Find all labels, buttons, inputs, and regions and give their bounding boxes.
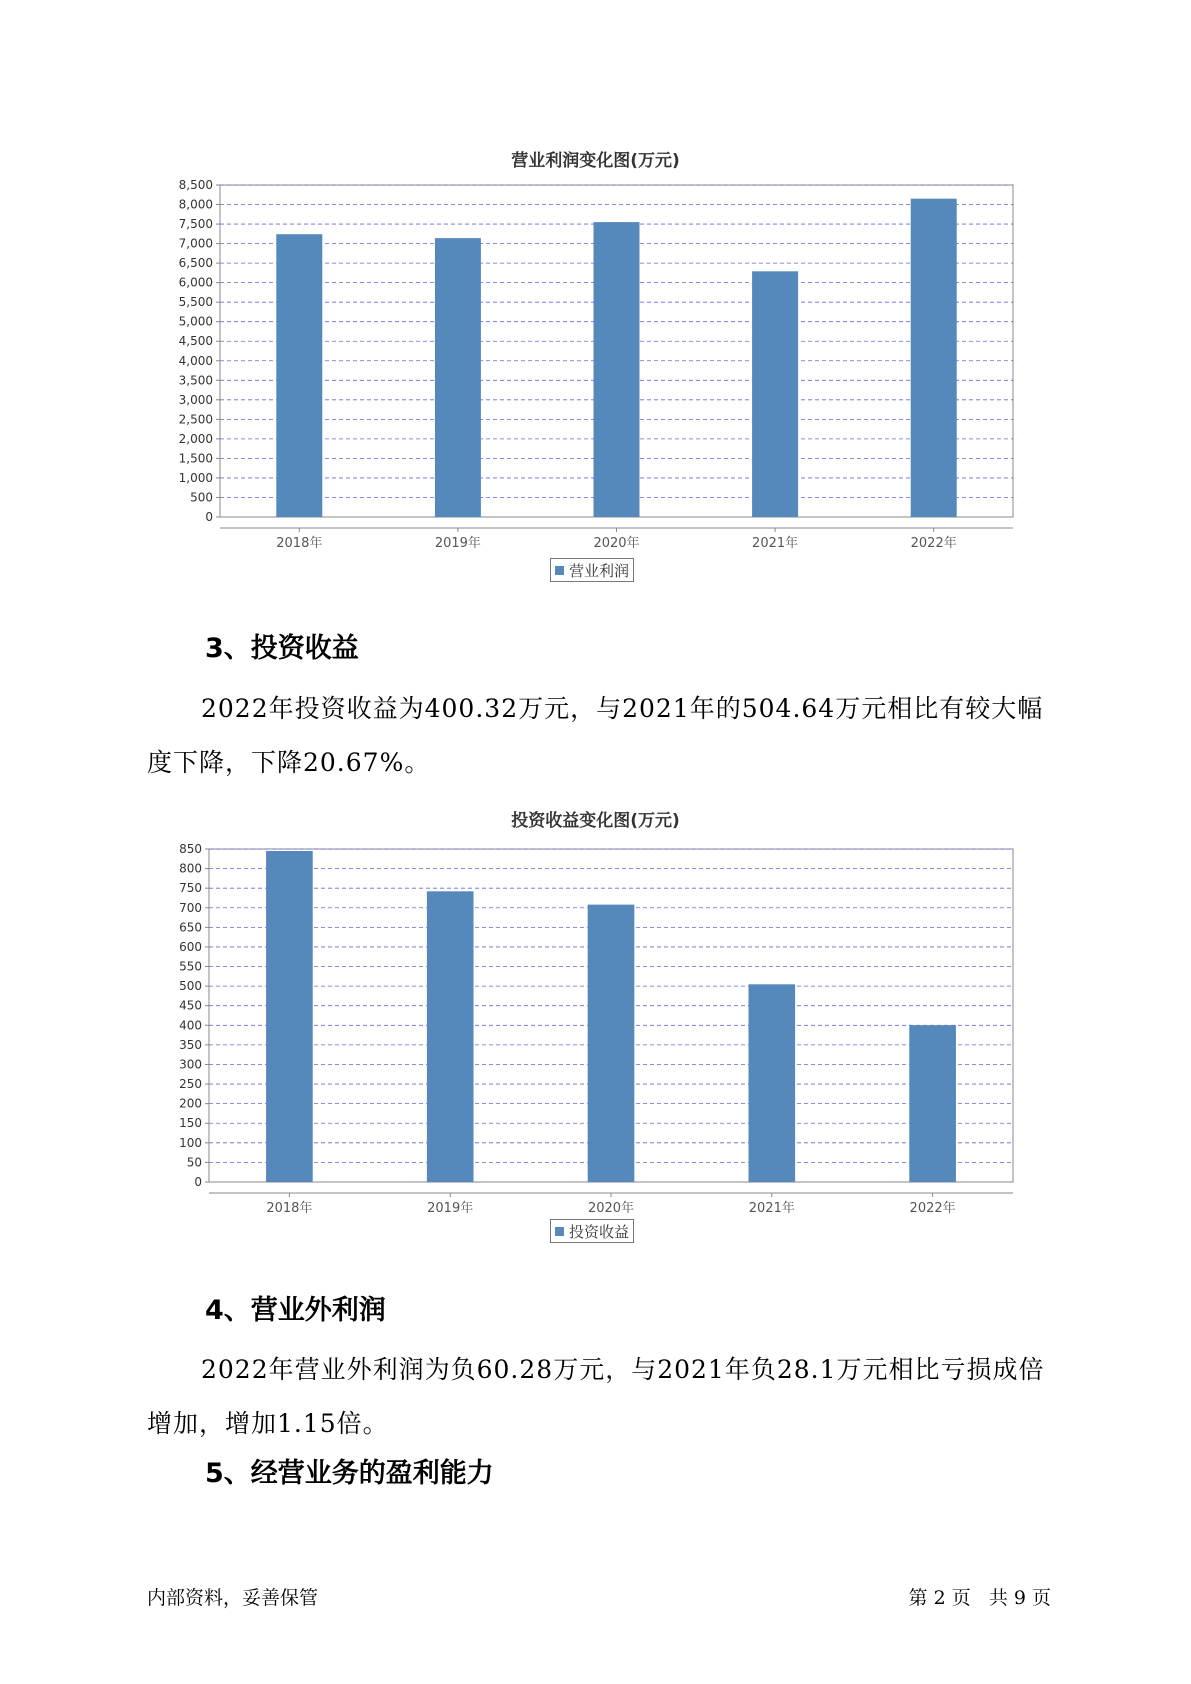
bar xyxy=(266,851,313,1182)
y-tick-label: 6,500 xyxy=(178,256,213,271)
x-tick-label: 2019年 xyxy=(434,536,481,551)
y-tick-label: 5,000 xyxy=(178,314,213,329)
x-tick-label: 2020年 xyxy=(587,1201,635,1216)
chart2-legend-label: 投资收益 xyxy=(569,1222,630,1241)
bar xyxy=(588,905,635,1182)
legend-swatch xyxy=(555,1227,564,1236)
y-tick-label: 100 xyxy=(179,1135,202,1150)
y-tick-label: 700 xyxy=(179,900,202,915)
x-tick-label: 2018年 xyxy=(266,1201,313,1216)
chart2-legend xyxy=(550,1219,634,1243)
y-tick-label: 150 xyxy=(179,1116,202,1131)
bar xyxy=(427,891,474,1182)
y-tick-label: 250 xyxy=(179,1077,202,1092)
y-tick-label: 3,000 xyxy=(178,392,213,407)
y-tick-label: 1,000 xyxy=(178,470,213,485)
x-tick-label: 2020年 xyxy=(593,536,640,551)
y-tick-label: 7,000 xyxy=(178,236,213,251)
x-tick-label: 2022年 xyxy=(909,1201,956,1216)
y-tick-label: 1,500 xyxy=(178,451,213,466)
y-tick-label: 4,500 xyxy=(178,334,213,349)
section4-paragraph: 2022年营业外利润为负60.28万元，与2021年负28.1万元相比亏损成倍增加，增加1.15倍。 xyxy=(147,1355,1045,1438)
y-tick-label: 4,000 xyxy=(178,353,213,368)
y-tick-label: 750 xyxy=(179,881,202,896)
y-tick-label: 8,500 xyxy=(178,178,213,192)
x-tick-label: 2021年 xyxy=(752,536,799,551)
chart1-legend-label: 营业利润 xyxy=(569,561,630,580)
bar xyxy=(909,1025,956,1182)
x-tick-label: 2021年 xyxy=(748,1201,795,1216)
y-tick-label: 800 xyxy=(179,861,202,876)
page-number: 第 2 页 共 9 页 xyxy=(908,1587,1051,1609)
y-tick-label: 7,500 xyxy=(178,217,213,232)
y-tick-label: 2,500 xyxy=(178,412,213,427)
y-tick-label: 550 xyxy=(179,959,202,974)
y-tick-label: 200 xyxy=(179,1096,202,1111)
y-tick-label: 8,000 xyxy=(178,197,213,212)
y-tick-label: 350 xyxy=(179,1037,202,1052)
y-tick-label: 5,500 xyxy=(178,295,213,310)
y-tick-label: 6,000 xyxy=(178,275,213,290)
y-tick-label: 0 xyxy=(194,1175,202,1189)
chart1-title: 营业利润变化图(万元) xyxy=(511,151,680,171)
y-tick-label: 850 xyxy=(179,842,202,856)
section4-heading: 4、营业外利润 xyxy=(205,1295,386,1326)
y-tick-label: 2,000 xyxy=(178,431,213,446)
y-tick-label: 400 xyxy=(179,1018,202,1033)
bar xyxy=(748,984,795,1182)
y-tick-label: 0 xyxy=(205,510,213,524)
y-tick-label: 3,500 xyxy=(178,373,213,388)
footer-note: 内部资料，妥善保管 xyxy=(147,1587,319,1609)
section3-heading: 3、投资收益 xyxy=(205,633,359,664)
x-tick-label: 2018年 xyxy=(276,536,323,551)
y-tick-label: 650 xyxy=(179,920,202,935)
y-tick-label: 50 xyxy=(186,1155,202,1170)
y-tick-label: 600 xyxy=(179,939,202,954)
x-tick-label: 2019年 xyxy=(427,1201,474,1216)
chart2-title: 投资收益变化图(万元) xyxy=(511,811,680,831)
y-tick-label: 450 xyxy=(179,998,202,1013)
y-tick-label: 500 xyxy=(190,490,213,505)
x-tick-label: 2022年 xyxy=(910,536,957,551)
section5-heading: 5、经营业务的盈利能力 xyxy=(205,1458,494,1489)
y-tick-label: 500 xyxy=(179,979,202,994)
y-tick-label: 300 xyxy=(179,1057,202,1072)
section3-paragraph: 2022年投资收益为400.32万元，与2021年的504.64万元相比有较大幅度下降，下降20.67%。 xyxy=(147,694,1044,777)
